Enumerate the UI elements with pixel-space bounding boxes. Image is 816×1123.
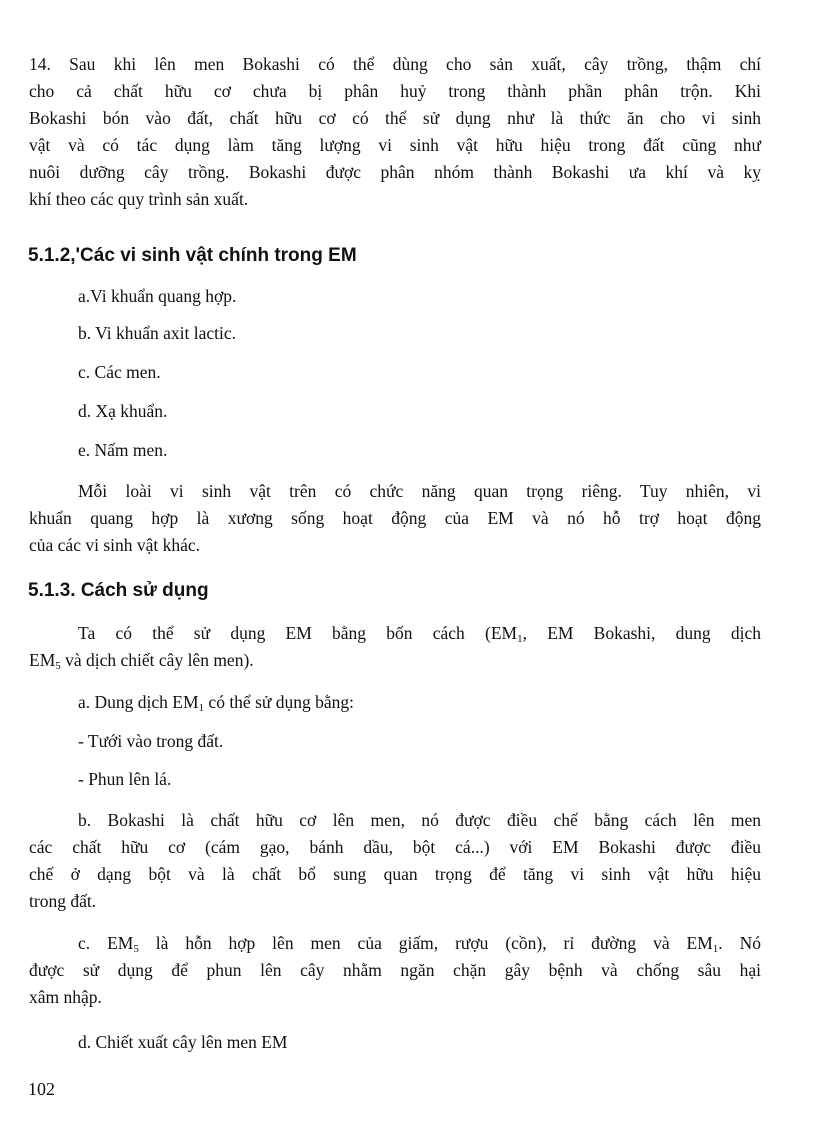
- microbe-paragraph: [29, 478, 761, 559]
- list-item: c. Các men.: [78, 362, 161, 382]
- intro-line: nuôi dưỡng cây trồng. Bokashi được phân nhóm thành Bokashi ưa khí và kỵ: [29, 162, 761, 182]
- text-span: Ta có thể sử dụng EM bằng bốn cách (EM: [78, 623, 518, 643]
- bullet-item: - Tưới vào trong đất.: [78, 731, 224, 751]
- text-span: có thể sử dụng bằng:: [204, 692, 354, 712]
- list-item: a.Vi khuẩn quang hợp.: [78, 286, 237, 306]
- text-span: . Nó: [718, 933, 761, 953]
- list-item: b. Vi khuẩn axit lactic.: [78, 323, 237, 343]
- text-span: và dịch chiết cây lên men).: [60, 650, 254, 670]
- list-item-d: d. Chiết xuất cây lên men EM: [78, 1032, 288, 1052]
- subscript: 1: [198, 702, 205, 714]
- subscript: 5: [55, 660, 61, 672]
- paragraph-line: xâm nhập.: [29, 987, 102, 1007]
- bullet-item: - Phun lên lá.: [78, 769, 172, 789]
- paragraph-line: [29, 647, 761, 674]
- intro-paragraph: [29, 51, 761, 213]
- intro-line: Bokashi bón vào đất, chất hữu cơ có thể sử dụng như là thức ăn cho vi sinh: [29, 108, 761, 128]
- text-span: là hỗn hợp lên men của giấm, rượu (cồn), rỉ đường và EM: [138, 933, 713, 953]
- text-span: a. Dung dịch EM: [78, 692, 199, 712]
- paragraph-line: Mỗi loài vi sinh vật trên có chức năng quan trọng riêng. Tuy nhiên, vi: [78, 481, 761, 501]
- text-span: EM: [29, 650, 56, 670]
- text-span: , EM Bokashi, dung dịch: [522, 623, 761, 643]
- paragraph-line: b. Bokashi là chất hữu cơ lên men, nó được điều chế bằng cách lên men: [78, 810, 761, 830]
- paragraph-line: [29, 930, 761, 957]
- list-item-c: [29, 930, 761, 1011]
- section-heading-5-1-2: 5.1.2,'Các vi sinh vật chính trong EM: [28, 245, 357, 266]
- text-span: c. EM: [78, 933, 134, 953]
- paragraph-line: trong đất.: [29, 891, 97, 911]
- subscript: 1: [712, 943, 719, 955]
- paragraph-line: được sử dụng để phun lên cây nhằm ngăn chặn gây bệnh và chống sâu hại: [29, 960, 761, 980]
- paragraph-line: [29, 620, 761, 647]
- list-item-b: [29, 807, 761, 915]
- paragraph-line: của các vi sinh vật khác.: [29, 535, 201, 555]
- list-item-a: [78, 690, 354, 714]
- intro-line: vật và có tác dụng làm tăng lượng vi sinh vật hữu hiệu trong đất cũng như: [29, 135, 761, 155]
- list-item: d. Xạ khuẩn.: [78, 401, 168, 421]
- subscript: 1: [517, 633, 523, 645]
- paragraph-line: khuẩn quang hợp là xương sống hoạt động của EM và nó hỗ trợ hoạt động: [29, 508, 761, 528]
- list-item: e. Nấm men.: [78, 440, 168, 460]
- intro-line: cho cả chất hữu cơ chưa bị phân huỷ trong thành phần phân trộn. Khi: [29, 81, 761, 101]
- section-heading-5-1-3: 5.1.3. Cách sử dụng: [28, 580, 209, 601]
- usage-paragraph: [29, 620, 761, 674]
- paragraph-line: chế ở dạng bột và là chất bổ sung quan trọng để tăng vi sinh vật hữu hiệu: [29, 864, 761, 884]
- intro-line: khí theo các quy trình sản xuất.: [29, 189, 249, 209]
- subscript: 5: [133, 943, 139, 955]
- page-number: 102: [28, 1079, 55, 1099]
- paragraph-line: các chất hữu cơ (cám gạo, bánh dầu, bột cá...) với EM Bokashi được điều: [29, 837, 761, 857]
- intro-line: 14. Sau khi lên men Bokashi có thể dùng cho sản xuất, cây trồng, thậm chí: [29, 54, 761, 74]
